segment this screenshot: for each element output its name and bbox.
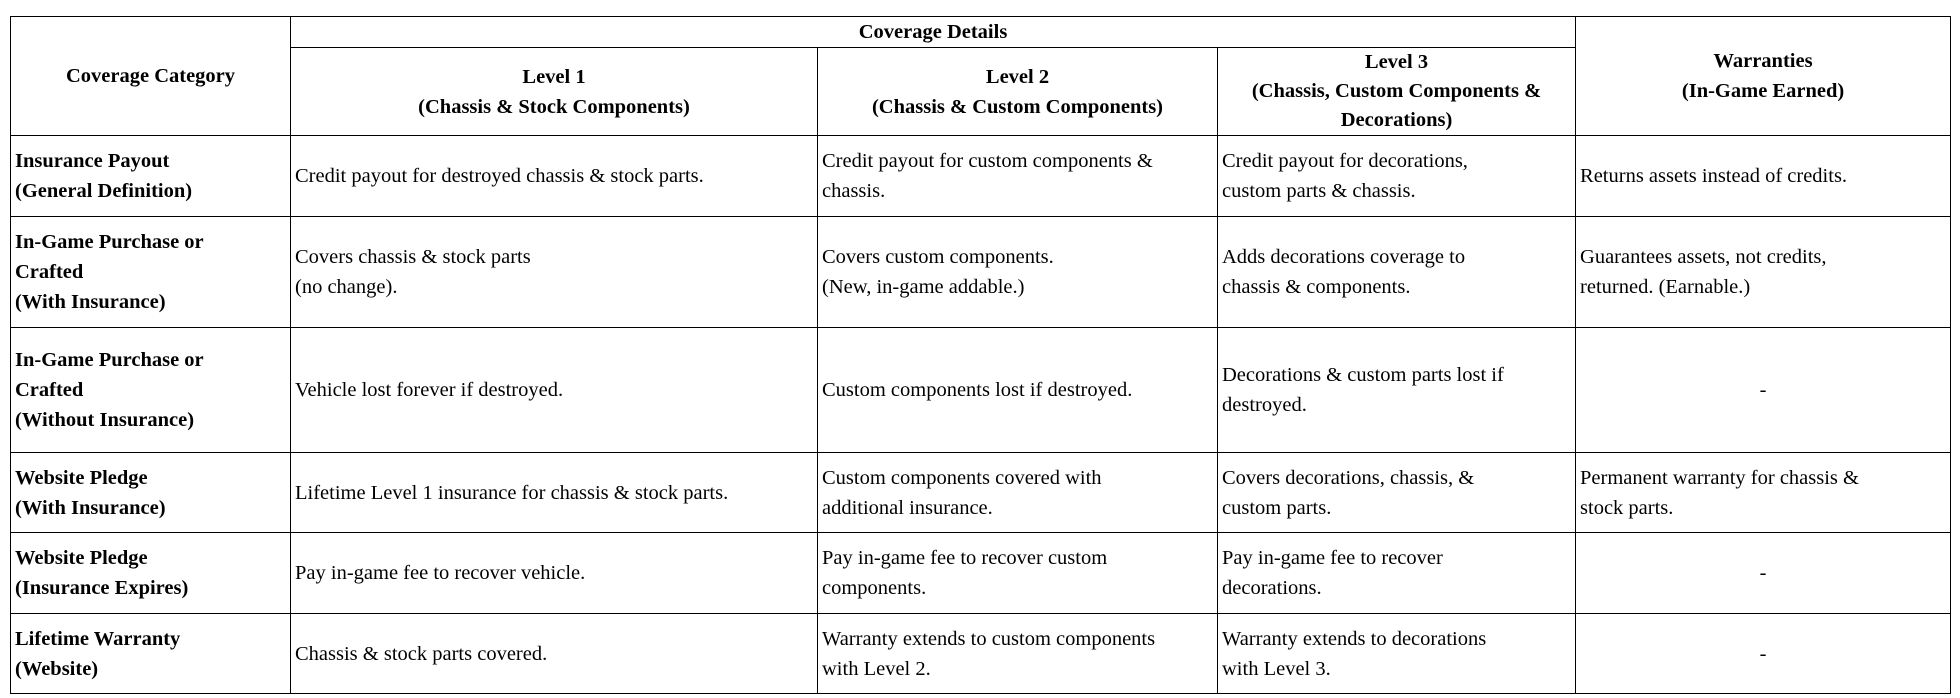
table-row [11,328,1951,453]
table-row [11,136,1951,217]
row-category: Lifetime Warranty (Website) [11,614,291,694]
row-level-1: Lifetime Level 1 insurance for chassis & stock parts. [291,453,818,533]
header-coverage-details: Coverage Details [291,17,1576,48]
coverage-table [10,16,1951,694]
row-level-1: Pay in-game fee to recover vehicle. [291,533,818,614]
row-level-3: Covers decorations, chassis, & custom parts. [1218,453,1576,533]
row-level-1: Covers chassis & stock parts (no change). [291,217,818,328]
row-level-3: Credit payout for decorations, custom parts & chassis. [1218,136,1576,217]
row-level-3: Pay in-game fee to recover decorations. [1218,533,1576,614]
row-level-3: Adds decorations coverage to chassis & components. [1218,217,1576,328]
row-level-3: Decorations & custom parts lost if destroyed. [1218,328,1576,453]
row-level-1: Vehicle lost forever if destroyed. [291,328,818,453]
header-row-top [11,17,1951,48]
table-row [11,533,1951,614]
row-warranties: Guarantees assets, not credits, returned. (Earnable.) [1576,217,1951,328]
header-level-2: Level 2 (Chassis & Custom Components) [818,48,1218,136]
row-level-1: Chassis & stock parts covered. [291,614,818,694]
row-level-3: Warranty extends to decorations with Level 3. [1218,614,1576,694]
row-level-2: Covers custom components. (New, in-game addable.) [818,217,1218,328]
row-category: Insurance Payout (General Definition) [11,136,291,217]
row-level-2: Credit payout for custom components & chassis. [818,136,1218,217]
row-warranties: Permanent warranty for chassis & stock parts. [1576,453,1951,533]
row-warranties: - [1576,328,1951,453]
table-row [11,614,1951,694]
header-level-1: Level 1 (Chassis & Stock Components) [291,48,818,136]
header-coverage-category: Coverage Category [11,17,291,136]
table-row [11,217,1951,328]
row-level-1: Credit payout for destroyed chassis & stock parts. [291,136,818,217]
table-row [11,453,1951,533]
header-level-3: Level 3 (Chassis, Custom Components & Decorations) [1218,48,1576,136]
row-level-2: Custom components covered with additional insurance. [818,453,1218,533]
row-level-2: Warranty extends to custom components with Level 2. [818,614,1218,694]
row-category: Website Pledge (Insurance Expires) [11,533,291,614]
row-category: In-Game Purchase or Crafted (Without Insurance) [11,328,291,453]
row-level-2: Pay in-game fee to recover custom components. [818,533,1218,614]
row-category: Website Pledge (With Insurance) [11,453,291,533]
header-warranties: Warranties (In-Game Earned) [1576,17,1951,136]
row-warranties: Returns assets instead of credits. [1576,136,1951,217]
row-warranties: - [1576,533,1951,614]
row-level-2: Custom components lost if destroyed. [818,328,1218,453]
row-category: In-Game Purchase or Crafted (With Insurance) [11,217,291,328]
row-warranties: - [1576,614,1951,694]
